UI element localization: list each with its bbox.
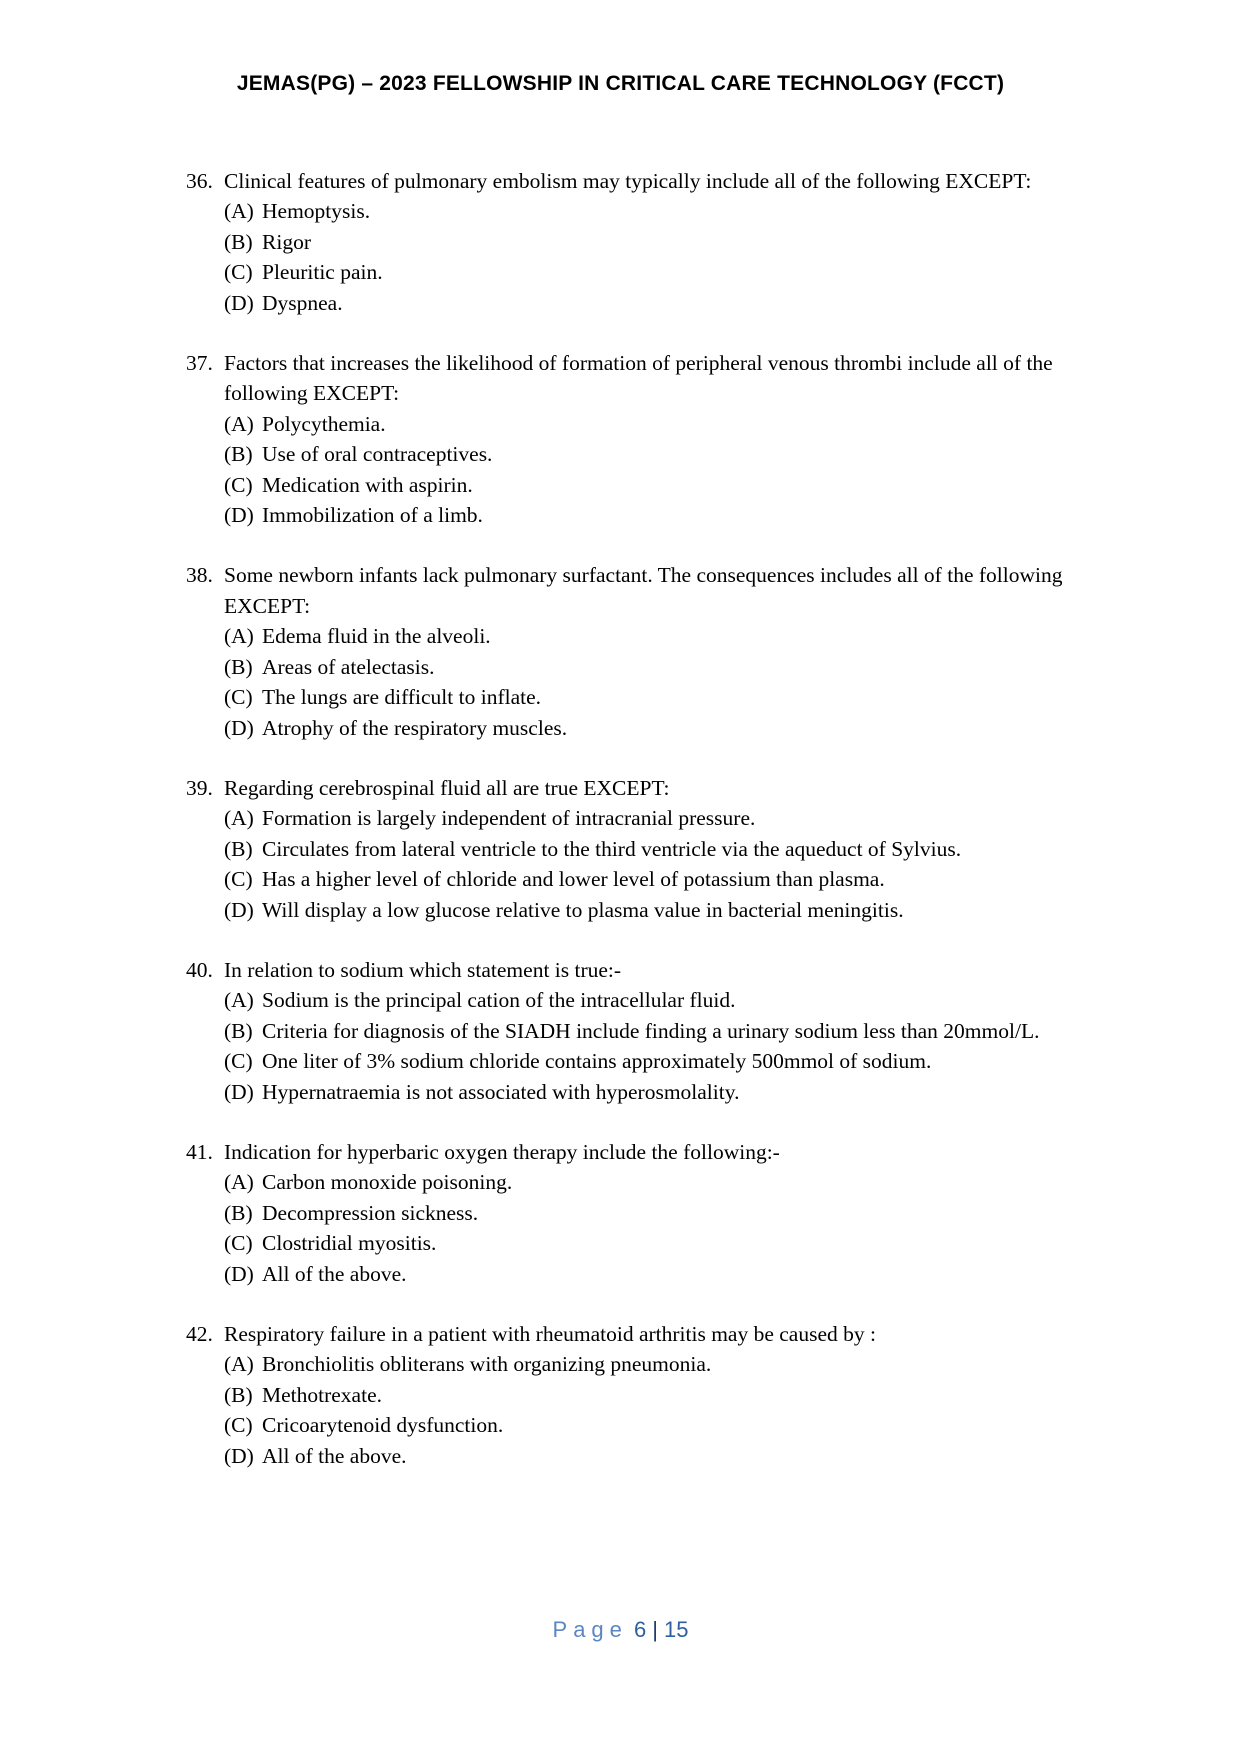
answer-option [224,864,1106,894]
question-text: Clinical features of pulmonary embolism may typically include all of the following EXCEPT: [224,169,1032,193]
question-item [186,348,1106,530]
option-letter: (C) [224,472,253,497]
question-text: Some newborn infants lack pulmonary surfactant. The consequences includes all of the following EXCEPT: [224,563,1063,618]
option-text: Atrophy of the respiratory muscles. [262,715,568,740]
answer-option [224,1380,1106,1410]
answer-option [224,1441,1106,1471]
question-text: Respiratory failure in a patient with rheumatoid arthritis may be caused by : [224,1322,876,1346]
option-list [186,803,1106,925]
option-text: The lungs are difficult to inflate. [262,685,542,710]
option-text: One liter of 3% sodium chloride contains approximately 500mmol of sodium. [262,1049,932,1074]
answer-option [224,1016,1106,1046]
option-letter: (B) [224,229,253,254]
option-letter: (A) [224,1352,254,1377]
answer-option [224,621,1106,651]
answer-option [224,288,1106,318]
question-text: Indication for hyperbaric oxygen therapy include the following:- [224,1139,780,1164]
option-list [186,409,1106,531]
option-text: All of the above. [262,1443,407,1468]
question-number: 42. [186,1322,213,1346]
option-text: Polycythemia. [262,411,386,436]
option-list [186,1167,1106,1289]
answer-option [224,895,1106,925]
option-text: Has a higher level of chloride and lower level of potassium than plasma. [262,867,885,892]
option-letter: (A) [224,624,254,649]
page-separator: | [652,1617,658,1642]
option-letter: (C) [224,1231,253,1256]
answer-option [224,713,1106,743]
option-text: Sodium is the principal cation of the intracellular fluid. [262,988,736,1013]
question-number: 38. [186,563,213,588]
option-letter: (C) [224,867,253,892]
question-stem [186,1137,1106,1167]
answer-option [224,470,1106,500]
question-number: 36. [186,169,213,193]
option-text: Circulates from lateral ventricle to the third ventricle via the aqueduct of Sylvius. [262,836,962,861]
answer-option [224,1349,1106,1379]
answer-option [224,1198,1106,1228]
question-number: 37. [186,351,213,376]
option-text: Use of oral contraceptives. [262,442,493,467]
option-text: Areas of atelectasis. [262,654,435,679]
question-item [186,560,1106,742]
question-number: 40. [186,957,213,982]
answer-option [224,834,1106,864]
option-letter: (A) [224,806,254,831]
answer-option [224,196,1106,226]
option-list [186,1349,1106,1471]
option-letter: (D) [224,503,254,528]
question-item [186,1319,1106,1471]
answer-option [224,1167,1106,1197]
option-letter: (D) [224,1079,254,1104]
option-list [186,985,1106,1107]
question-text: Regarding cerebrospinal fluid all are true EXCEPT: [224,775,670,800]
option-text: Medication with aspirin. [262,472,473,497]
option-letter: (A) [224,988,254,1013]
option-letter: (D) [224,1261,254,1286]
option-letter: (C) [224,1049,253,1074]
option-text: Pleuritic pain. [262,260,383,285]
option-letter: (D) [224,897,254,922]
option-letter: (B) [224,1382,253,1407]
answer-option [224,439,1106,469]
option-text: Hypernatraemia is not associated with hyperosmolality. [262,1079,740,1104]
document-title: JEMAS(PG) – 2023 FELLOWSHIP IN CRITICAL CARE TECHNOLOGY (FCCT) [236,72,1005,95]
option-list [186,621,1106,743]
answer-option [224,985,1106,1015]
option-letter: (C) [224,685,253,710]
option-text: Dyspnea. [262,290,343,315]
question-item [186,955,1106,1107]
question-text: Factors that increases the likelihood of formation of peripheral venous thrombi include all of the following EXCEPT: [224,351,1053,406]
option-text: Carbon monoxide poisoning. [262,1170,513,1195]
option-text: Formation is largely independent of intracranial pressure. [262,806,756,831]
option-text: Cricoarytenoid dysfunction. [262,1413,504,1438]
answer-option [224,500,1106,530]
answer-option [224,257,1106,287]
option-letter: (A) [224,411,254,436]
option-letter: (B) [224,654,253,679]
page-header [0,72,1241,96]
option-text: Hemoptysis. [262,199,371,224]
question-item [186,1137,1106,1289]
page-footer [0,1617,1241,1643]
question-number: 39. [186,775,213,800]
option-letter: (A) [224,199,254,224]
option-letter: (B) [224,1018,253,1043]
option-text: Clostridial myositis. [262,1231,437,1256]
option-text: Criteria for diagnosis of the SIADH include finding a urinary sodium less than 20mmol/L. [262,1018,1040,1043]
answer-option [224,409,1106,439]
option-text: All of the above. [262,1261,407,1286]
option-letter: (D) [224,1443,254,1468]
option-letter: (B) [224,1200,253,1225]
answer-option [224,1228,1106,1258]
option-text: Rigor [262,229,311,254]
option-text: Decompression sickness. [262,1200,479,1225]
option-letter: (D) [224,715,254,740]
answer-option [224,1410,1106,1440]
option-letter: (D) [224,290,254,315]
option-text: Methotrexate. [262,1382,382,1407]
option-text: Immobilization of a limb. [262,503,483,528]
answer-option [224,682,1106,712]
answer-option [224,803,1106,833]
answer-option [224,1077,1106,1107]
current-page-number: 6 [634,1617,647,1642]
option-letter: (B) [224,442,253,467]
option-letter: (C) [224,260,253,285]
option-text: Bronchiolitis obliterans with organizing pneumonia. [262,1352,712,1377]
question-number: 41. [186,1139,213,1164]
question-stem [186,166,1106,196]
page-label: Page [552,1617,628,1642]
question-text: In relation to sodium which statement is true:- [224,957,622,982]
question-stem [186,560,1106,621]
option-letter: (B) [224,836,253,861]
option-text: Edema fluid in the alveoli. [262,624,491,649]
question-item [186,773,1106,925]
answer-option [224,227,1106,257]
answer-option [224,1259,1106,1289]
option-list [186,196,1106,318]
option-text: Will display a low glucose relative to plasma value in bacterial meningitis. [262,897,904,922]
option-letter: (C) [224,1413,253,1438]
answer-option [224,652,1106,682]
total-pages-number: 15 [664,1617,689,1642]
question-item [186,166,1106,318]
question-stem [186,1319,1106,1349]
question-stem [186,773,1106,803]
question-list [186,166,1106,1501]
question-stem [186,348,1106,409]
answer-option [224,1046,1106,1076]
question-stem [186,955,1106,985]
option-letter: (A) [224,1170,254,1195]
